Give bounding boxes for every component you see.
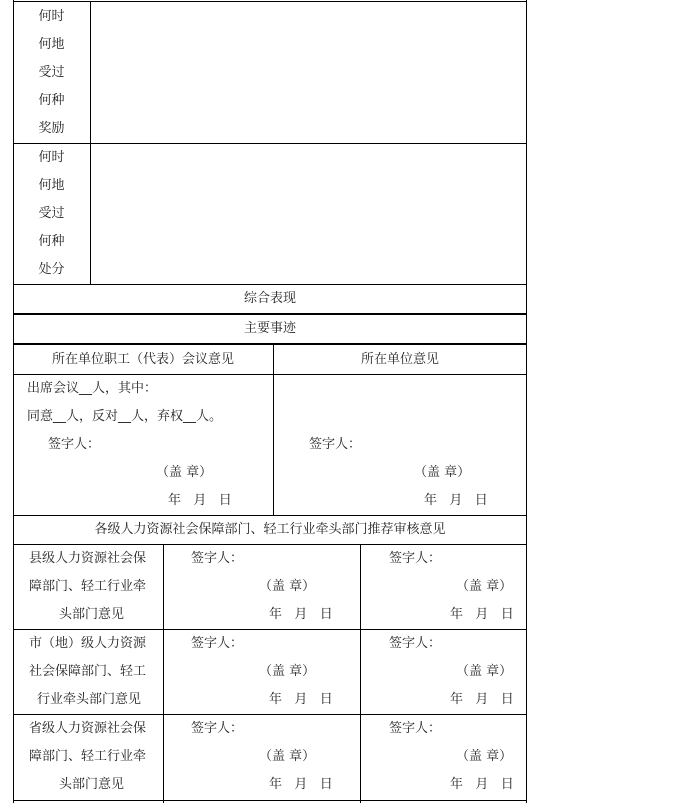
review-column-divider — [360, 544, 361, 803]
date-label: 年 月 日 — [450, 607, 514, 622]
seal-label: （盖 章） — [456, 664, 513, 679]
date-label: 年 月 日 — [269, 777, 333, 792]
seal-label: （盖 章） — [156, 465, 213, 480]
main-deeds-heading: 主要事迹 — [243, 321, 296, 336]
punishments-label-divider — [90, 143, 91, 285]
punishments-label-line: 何地 — [38, 178, 65, 193]
signer-label: 签字人： — [309, 437, 362, 452]
punishments-label-line: 受过 — [38, 206, 65, 221]
review-row-label: 县级人力资源社会保 — [29, 551, 147, 566]
awards-label-line: 何地 — [38, 37, 65, 52]
review-row-label: 头部门意见 — [59, 607, 125, 622]
signer-label: 签字人： — [48, 437, 101, 452]
review-row-label: 市（地）级人力资源 — [29, 636, 147, 651]
review-label-divider — [163, 544, 164, 803]
review-row-label: 障部门、轻工行业牵 — [29, 749, 147, 764]
form-right-border — [526, 0, 527, 803]
divider — [13, 544, 527, 545]
review-row-label: 社会保障部门、轻工 — [29, 664, 147, 679]
divider — [13, 284, 527, 285]
divider — [13, 343, 527, 345]
signer-label: 签字人： — [389, 636, 442, 651]
punishments-label-line: 处分 — [38, 262, 65, 277]
punishments-label-line: 何时 — [38, 150, 65, 165]
review-row-label: 障部门、轻工行业牵 — [29, 579, 147, 594]
divider — [13, 800, 527, 801]
signer-label: 签字人： — [191, 721, 244, 736]
seal-label: （盖 章） — [414, 465, 471, 480]
divider — [13, 629, 527, 630]
divider — [13, 374, 527, 375]
seal-label: （盖 章） — [259, 579, 316, 594]
date-label: 年 月 日 — [450, 777, 514, 792]
seal-label: （盖 章） — [259, 664, 316, 679]
awards-label-line: 何种 — [38, 93, 65, 108]
divider — [13, 515, 527, 516]
workers-congress-header: 所在单位职工（代表）会议意见 — [51, 352, 234, 367]
awards-label-line: 受过 — [38, 65, 65, 80]
date-label: 年 月 日 — [450, 692, 514, 707]
overall-performance-heading: 综合表现 — [243, 291, 296, 306]
opinions-column-divider — [273, 344, 274, 516]
date-label: 年 月 日 — [168, 493, 232, 508]
review-row-label: 头部门意见 — [59, 777, 125, 792]
review-header: 各级人力资源社会保障部门、轻工行业牵头部门推荐审核意见 — [94, 522, 446, 537]
attendance-text: 出席会议__人，其中： — [27, 381, 158, 396]
awards-label-line: 奖励 — [38, 121, 65, 136]
divider — [13, 313, 527, 315]
signer-label: 签字人： — [191, 551, 244, 566]
date-label: 年 月 日 — [269, 607, 333, 622]
date-label: 年 月 日 — [269, 692, 333, 707]
seal-label: （盖 章） — [259, 749, 316, 764]
awards-label-divider — [90, 1, 91, 143]
punishments-label-line: 何种 — [38, 234, 65, 249]
vote-count-text: 同意__人，反对__人，弃权__人。 — [27, 409, 223, 424]
unit-opinion-header: 所在单位意见 — [360, 352, 439, 367]
seal-label: （盖 章） — [456, 579, 513, 594]
review-row-label: 省级人力资源社会保 — [29, 721, 147, 736]
signer-label: 签字人： — [191, 636, 244, 651]
seal-label: （盖 章） — [456, 749, 513, 764]
signer-label: 签字人： — [389, 721, 442, 736]
date-label: 年 月 日 — [424, 493, 488, 508]
signer-label: 签字人： — [389, 551, 442, 566]
awards-label-line: 何时 — [38, 9, 65, 24]
recommendation-form — [13, 0, 527, 803]
review-row-label: 行业牵头部门意见 — [37, 692, 142, 707]
divider — [13, 714, 527, 715]
